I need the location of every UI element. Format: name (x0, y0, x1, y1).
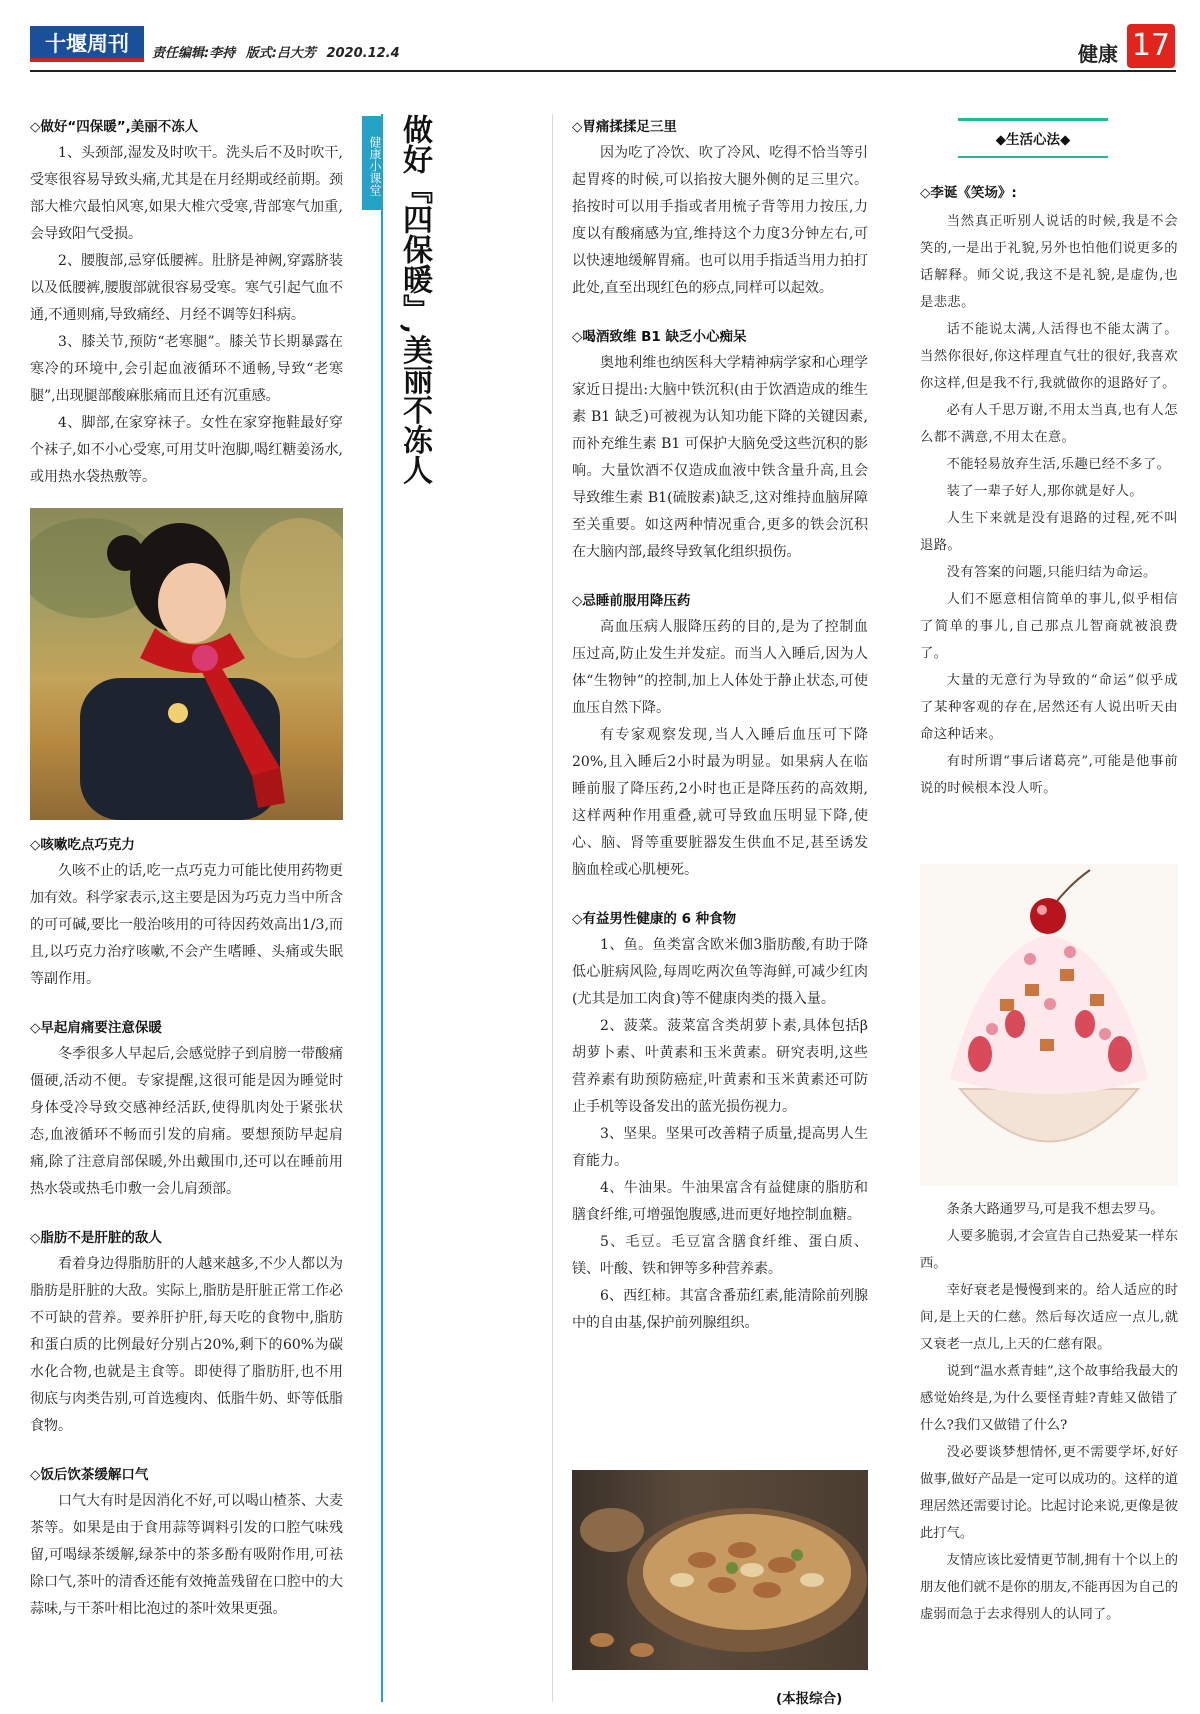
column-3 (572, 114, 868, 1337)
article-heading: ◇咳嗽吃点巧克力 (30, 837, 135, 853)
article-credit: (本报综合) (776, 1691, 843, 1707)
page-number: 17 (1127, 24, 1175, 68)
girl-red-scarf-photo (30, 508, 343, 820)
editor-credit: 责任编辑:李持 (152, 46, 236, 61)
dessert-watercolor-illustration (920, 864, 1178, 1186)
tips-rule-bottom (958, 156, 1108, 158)
article-paragraph: 久咳不止的话,吃一点巧克力可能比使用药物更加有效。科学家表示,这主要是因为巧克力当中所含的可可碱,要比一般治咳用的可待因药效高出1/3,而且,以巧克力治疗咳嗽,不会产生嗜睡、头痛或失眠等副作用。 (30, 863, 343, 987)
article-paragraph: 1、鱼。鱼类富含欧米伽3脂肪酸,有助于降低心脏病风险,每周吃两次鱼等海鲜,可减少红肉(尤其是加工肉食)等不健康肉类的摄入量。 (572, 937, 868, 1007)
quote-paragraph: 人们不愿意相信简单的事儿,似乎相信了简单的事儿,自己那点儿智商就被浪费了。 (920, 592, 1178, 661)
quote-paragraph: 人要多脆弱,才会宣告自己热爱某一样东西。 (920, 1229, 1178, 1271)
article-heading: ◇早起肩痛要注意保暖 (30, 1020, 162, 1036)
column-1 (30, 114, 343, 491)
article-paragraph: 4、牛油果。牛油果富含有益健康的脂肪和膳食纤维,可增强饱腹感,进而更好地控制血糖。 (572, 1180, 868, 1223)
masthead-logo: 十堰周刊 (30, 26, 144, 62)
quote-paragraph: 人生下来就是没有退路的过程,死不叫退路。 (920, 511, 1178, 553)
header-rule (30, 70, 1176, 72)
article-heading: ◇胃痛揉揉足三里 (572, 119, 677, 135)
article-paragraph: 6、西红柿。其富含番茄红素,能清除前列腺中的自由基,保护前列腺组织。 (572, 1288, 868, 1331)
issue-date: 2020.12.4 (326, 46, 400, 61)
quote-paragraph: 没有答案的问题,只能归结为命运。 (946, 565, 1157, 580)
article-heading: ◇脂肪不是肝脏的敌人 (30, 1230, 162, 1246)
side-rule (381, 114, 383, 1702)
column-divider (552, 114, 553, 1702)
quote-paragraph: 有时所谓“事后诸葛亮”,可能是他事前说的时候根本没人听。 (920, 754, 1178, 796)
article-paragraph: 高血压病人服降压药的目的,是为了控制血压过高,防止发生并发症。而当人入睡后,因为人体“生物钟”的控制,加上人体处于静止状态,可使血压自然下降。 (572, 619, 868, 716)
main-title: 做好『四保暖』,美丽不冻人 (397, 114, 432, 485)
layout-credit: 版式:吕大芳 (245, 46, 316, 61)
tips-heading: ◇李诞《笑场》: (920, 185, 1017, 201)
article-paragraph: 看着身边得脂肪肝的人越来越多,不少人都以为脂肪是肝脏的大敌。实际上,脂肪是肝脏正常工作必不可缺的营养。要养肝护肝,每天吃的食物中,脂肪和蛋白质的比例最好分别占20%,剩下的60%为碳水化合物,也就是主食等。即使得了脂肪肝,也不用彻底与肉类告别,可首选瘦肉、低脂牛奶、虾等低脂食物。 (30, 1256, 343, 1434)
quote-paragraph: 装了一辈子好人,那你就是好人。 (946, 484, 1143, 499)
quote-paragraph: 幸好衰老是慢慢到来的。给人适应的时间,是上天的仁慈。然后每次适应一点儿,就又衰老一点儿,上天的仁慈有限。 (920, 1283, 1178, 1352)
quote-paragraph: 不能轻易放弃生活,乐趣已经不多了。 (946, 457, 1171, 472)
article-paragraph: 3、膝关节,预防“老寒腿”。膝关节长期暴露在寒冷的环境中,会引起血液循环不通畅,导致“老寒腿”,出现腿部酸麻胀痛而且还有沉重感。 (30, 334, 343, 404)
article-paragraph: 口气大有时是因消化不好,可以喝山楂茶、大麦茶等。如果是由于食用蒜等调料引发的口腔气味残留,可喝绿茶缓解,绿茶中的茶多酚有吸附作用,可祛除口气,茶叶的清香还能有效掩盖残留在口腔中的大蒜味,与干茶叶相比泡过的茶叶效果更强。 (30, 1493, 343, 1617)
quote-paragraph: 大量的无意行为导致的“命运”似乎成了某种客观的存在,居然还有人说出听天由命这种话来。 (920, 673, 1178, 742)
tips-title: ◆生活心法◆ (995, 132, 1071, 148)
article-heading: ◇喝酒致维 B1 缺乏小心痴呆 (572, 329, 747, 345)
article-paragraph: 2、腰腹部,忌穿低腰裤。肚脐是神阙,穿露脐装以及低腰裤,腰腹部就很容易受寒。寒气引起气血不通,不通则痛,导致痛经、月经不调等妇科病。 (30, 253, 343, 323)
quote-paragraph: 说到“温水煮青蛙”,这个故事给我最大的感觉始终是,为什么要怪青蛙?青蛙又做错了什么?我们又做错了什么? (920, 1364, 1178, 1433)
article-paragraph: 有专家观察发现,当人入睡后血压可下降20%,且入睡后2小时最为明显。如果病人在临睡前服了降压药,2小时也正是降压药的高效期,这样两种作用重叠,就可导致血压明显下降,使心、脑、肾等重要脏器发生供血不足,甚至诱发脑血栓或心肌梗死。 (572, 727, 868, 878)
section-tag: 健康小课堂 (362, 116, 382, 210)
quote-paragraph: 没必要谈梦想情怀,更不需要学坏,好好做事,做好产品是一定可以成功的。这样的道理居然还需要讨论。比起讨论来说,更像是彼此打气。 (920, 1445, 1178, 1541)
article-paragraph: 因为吃了冷饮、吹了冷风、吃得不恰当等引起胃疼的时候,可以掐按大腿外侧的足三里穴。掐按时可以用手指或者用梳子背等用力按压,力度以有酸痛感为宜,维持这个力度3分钟左右,可以快速地缓解胃痛。也可以用手指适当用力拍打此处,直至出现红色的痧点,同样可以起效。 (572, 145, 868, 296)
mixed-nuts-photo (572, 1470, 868, 1670)
article-paragraph: 2、菠菜。菠菜富含类胡萝卜素,具体包括β胡萝卜素、叶黄素和玉米黄素。研究表明,这些营养素有助预防癌症,叶黄素和玉米黄素还可防止手机等设备发出的蓝光损伤视力。 (572, 1018, 868, 1115)
column-1-lower (30, 832, 343, 1623)
editor-line (152, 42, 406, 61)
tips-rule-top (958, 118, 1108, 121)
article-heading: ◇做好“四保暖”,美丽不冻人 (30, 119, 199, 135)
article-paragraph: 1、头颈部,湿发及时吹干。洗头后不及时吹干,受寒很容易导致头痛,尤其是在月经期或经前期。颈部大椎穴最怕风寒,如果大椎穴受寒,背部寒气加重,会导致阳气受损。 (30, 145, 343, 242)
article-heading: ◇忌睡前服用降压药 (572, 593, 691, 609)
article-heading: ◇有益男性健康的 6 种食物 (572, 911, 737, 927)
article-paragraph: 奥地利维也纳医科大学精神病学家和心理学家近日提出:大脑中铁沉积(由于饮酒造成的维生素 B1 缺乏)可被视为认知功能下降的关键因素,而补充维生素 B1 可保护大脑免受这些沉积的影响。大量饮酒不仅造成血液中铁含量升高,且会导致维生素 B1(硫胺素)缺乏,这对维持血脑屏障至关重要。如这两种情况重合,更多的铁会沉积在大脑内部,最终导致氧化组织损伤。 (572, 355, 868, 560)
article-heading: ◇饭后饮茶缓解口气 (30, 1467, 149, 1483)
column-4-lower (920, 1196, 1178, 1628)
article-paragraph: 冬季很多人早起后,会感觉脖子到肩膀一带酸痛僵硬,活动不便。专家提醒,这很可能是因为睡觉时身体受冷导致交感神经活跃,使得肌肉处于紧张状态,血液循环不畅而引发的肩痛。要想预防早起肩痛,除了注意肩部保暖,外出戴围巾,还可以在睡前用热水袋或热毛巾敷一会儿肩颈部。 (30, 1046, 343, 1197)
article-paragraph: 4、脚部,在家穿袜子。女性在家穿拖鞋最好穿个袜子,如不小心受寒,可用艾叶泡脚,喝红糖姜汤水,或用热水袋热敷等。 (30, 415, 343, 485)
quote-paragraph: 条条大路通罗马,可是我不想去罗马。 (946, 1202, 1164, 1217)
article-paragraph: 5、毛豆。毛豆富含膳食纤维、蛋白质、镁、叶酸、铁和钾等多种营养素。 (572, 1234, 868, 1277)
quote-paragraph: 话不能说太满,人活得也不能太满了。当然你很好,你这样理直气壮的很好,我喜欢你这样,但是我不行,我就做你的退路好了。 (920, 322, 1178, 391)
column-4 (920, 180, 1178, 802)
quote-paragraph: 必有人千思万谢,不用太当真,也有人怎么都不满意,不用太在意。 (920, 403, 1178, 445)
article-paragraph: 3、坚果。坚果可改善精子质量,提高男人生育能力。 (572, 1126, 868, 1169)
quote-paragraph: 当然真正听别人说话的时候,我是不会笑的,一是出于礼貌,另外也怕他们说更多的话解释。师父说,我这不是礼貌,是虚伪,也是悲悲。 (920, 214, 1178, 310)
quote-paragraph: 友情应该比爱情更节制,拥有十个以上的朋友他们就不是你的朋友,不能再因为自己的虚弱而急于去求得别人的认同了。 (920, 1553, 1178, 1622)
section-name: 健康 (1078, 42, 1118, 66)
